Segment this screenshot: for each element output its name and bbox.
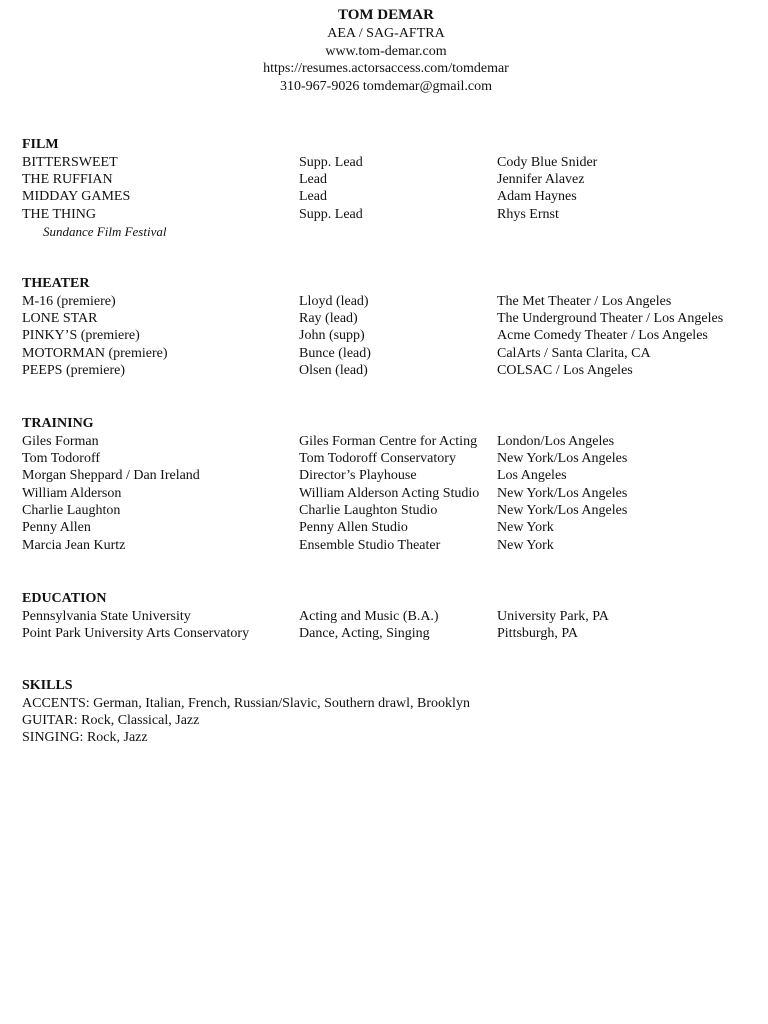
education-section <box>22 590 752 642</box>
training-row <box>22 467 752 484</box>
teacher-name: Charlie Laughton <box>22 503 121 519</box>
play-role: Bunce (lead) <box>299 345 371 361</box>
film-title: MIDDAY GAMES <box>22 189 131 205</box>
film-section-title: FILM <box>22 137 59 152</box>
play-role: John (supp) <box>299 328 365 344</box>
school-name: Giles Forman Centre for Acting <box>299 433 478 449</box>
credit-row <box>22 293 752 310</box>
degree-program: Dance, Acting, Singing <box>299 625 430 641</box>
film-director: Adam Haynes <box>497 189 577 205</box>
film-role: Supp. Lead <box>299 206 363 222</box>
skills-section <box>22 677 752 747</box>
school-name: Ensemble Studio Theater <box>299 537 441 553</box>
film-director: Rhys Ernst <box>497 206 559 222</box>
play-role: Lloyd (lead) <box>299 293 369 309</box>
education-section-title: EDUCATION <box>22 591 107 606</box>
training-row <box>22 485 752 502</box>
play-title: LONE STAR <box>22 310 98 326</box>
training-location: Los Angeles <box>497 468 567 484</box>
contact-info: 310-967-9026 tomdemar@gmail.com <box>280 78 492 94</box>
teacher-name: Tom Todoroff <box>22 450 101 466</box>
skills-section-title: SKILLS <box>22 678 73 693</box>
training-row <box>22 450 752 467</box>
training-row <box>22 433 752 450</box>
play-venue: COLSAC / Los Angeles <box>497 363 633 379</box>
play-title: M-16 (premiere) <box>22 293 116 309</box>
teacher-name: Penny Allen <box>22 520 91 536</box>
credit-row <box>22 171 752 188</box>
school-location: Pittsburgh, PA <box>497 625 578 641</box>
skill-guitar: GUITAR: Rock, Classical, Jazz <box>22 712 200 728</box>
union-affiliations: AEA / SAG-AFTRA <box>327 26 445 41</box>
festival-note: Sundance Film Festival <box>43 224 167 240</box>
play-title: PEEPS (premiere) <box>22 363 126 379</box>
theater-section-title: THEATER <box>22 276 90 291</box>
training-row <box>22 537 752 554</box>
training-section-title: TRAINING <box>22 416 94 431</box>
film-role: Lead <box>299 171 327 187</box>
credit-row <box>22 310 752 327</box>
film-section <box>22 136 752 240</box>
credit-row <box>22 188 752 205</box>
play-role: Olsen (lead) <box>299 363 368 379</box>
skill-singing: SINGING: Rock, Jazz <box>22 730 148 746</box>
play-venue: CalArts / Santa Clarita, CA <box>497 345 651 361</box>
school-name: Tom Todoroff Conservatory <box>299 450 456 466</box>
school-name: Director’s Playhouse <box>299 468 417 484</box>
film-title: THE THING <box>22 206 97 222</box>
play-venue: The Underground Theater / Los Angeles <box>497 310 724 326</box>
film-role: Lead <box>299 189 327 205</box>
teacher-name: William Alderson <box>22 485 122 501</box>
school-location: University Park, PA <box>497 608 609 624</box>
actors-access-link: https://resumes.actorsaccess.com/tomdemar <box>263 61 509 77</box>
skill-accents: ACCENTS: German, Italian, French, Russian/Slavic, Southern drawl, Brooklyn <box>22 695 470 711</box>
training-location: New York <box>497 537 554 553</box>
school-name: Penny Allen Studio <box>299 520 408 536</box>
school-name: Point Park University Arts Conservatory <box>22 625 250 641</box>
film-title: BITTERSWEET <box>22 154 118 170</box>
film-title: THE RUFFIAN <box>22 171 113 187</box>
training-section <box>22 415 752 554</box>
school-name: William Alderson Acting Studio <box>299 485 480 501</box>
school-name: Charlie Laughton Studio <box>299 503 438 519</box>
website-link: www.tom-demar.com <box>325 43 447 59</box>
training-location: New York/Los Angeles <box>497 450 628 466</box>
actor-name: TOM DEMAR <box>338 7 434 23</box>
teacher-name: Giles Forman <box>22 433 99 449</box>
training-row <box>22 519 752 536</box>
teacher-name: Marcia Jean Kurtz <box>22 537 126 553</box>
school-name: Pennsylvania State University <box>22 608 191 624</box>
credit-row <box>22 362 752 379</box>
resume-header <box>0 6 768 95</box>
play-title: MOTORMAN (premiere) <box>22 345 168 361</box>
training-location: New York/Los Angeles <box>497 485 628 501</box>
degree-program: Acting and Music (B.A.) <box>299 608 439 624</box>
credit-row <box>22 154 752 171</box>
play-role: Ray (lead) <box>299 310 358 326</box>
training-location: London/Los Angeles <box>497 433 615 449</box>
theater-section <box>22 275 752 379</box>
film-role: Supp. Lead <box>299 154 363 170</box>
training-location: New York/Los Angeles <box>497 503 628 519</box>
training-row <box>22 502 752 519</box>
teacher-name: Morgan Sheppard / Dan Ireland <box>22 468 200 484</box>
play-title: PINKY’S (premiere) <box>22 328 140 344</box>
credit-row <box>22 206 752 223</box>
credit-row <box>22 327 752 344</box>
film-director: Jennifer Alavez <box>497 171 585 187</box>
film-director: Cody Blue Snider <box>497 154 598 170</box>
training-location: New York <box>497 520 554 536</box>
education-row <box>22 625 752 642</box>
credit-row <box>22 345 752 362</box>
education-row <box>22 608 752 625</box>
play-venue: Acme Comedy Theater / Los Angeles <box>497 328 708 344</box>
play-venue: The Met Theater / Los Angeles <box>497 293 672 309</box>
